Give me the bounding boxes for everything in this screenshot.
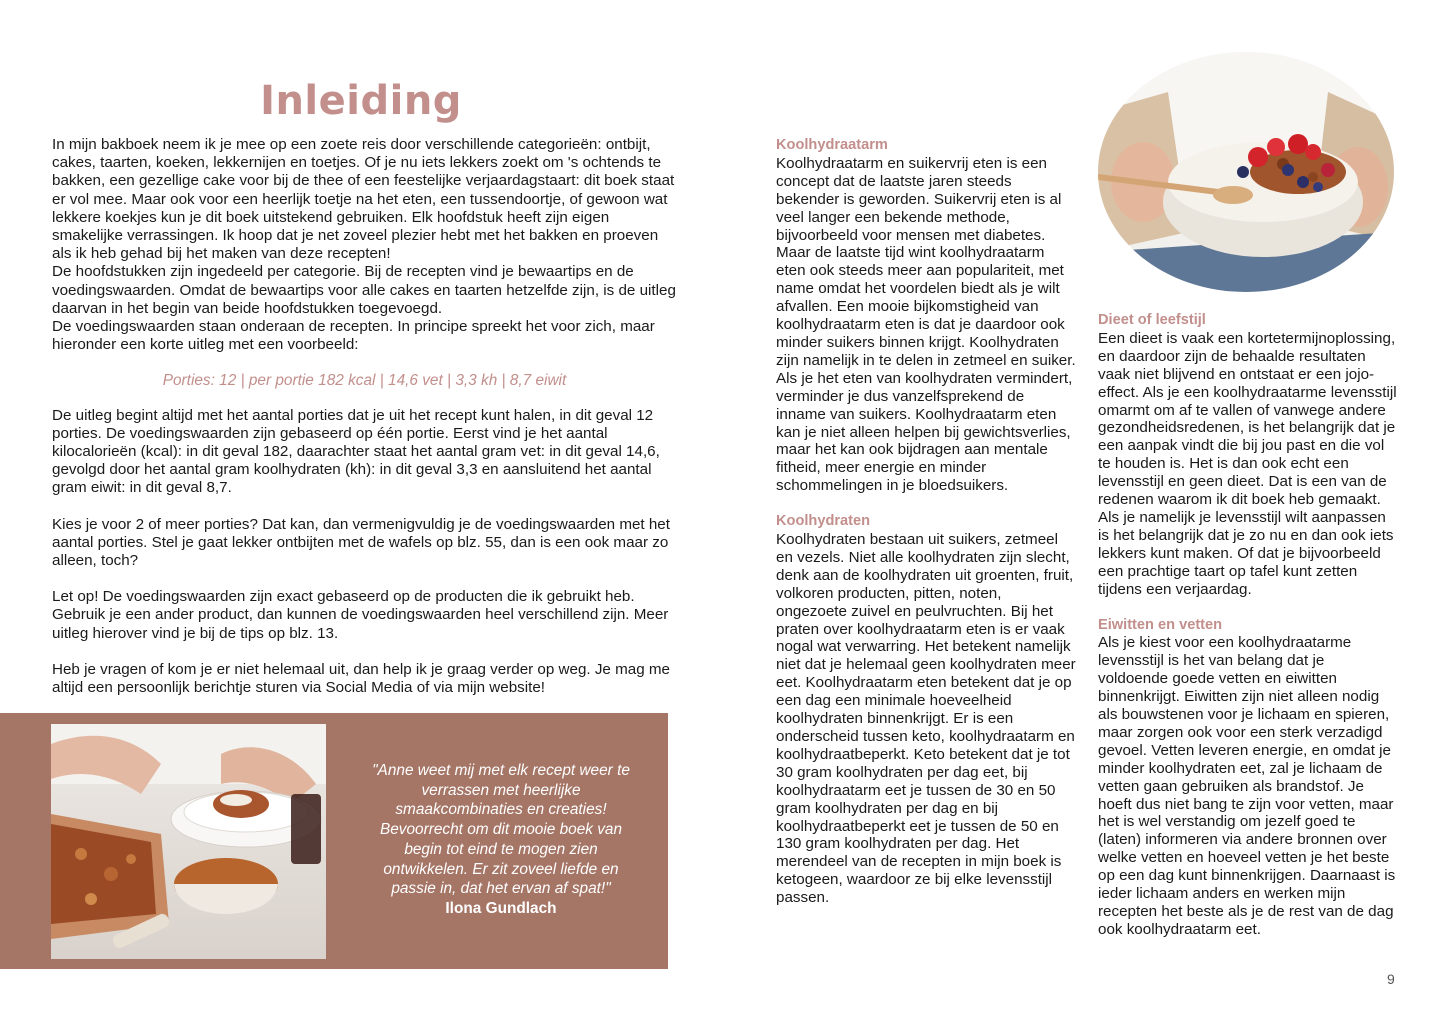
- page-number: 9: [1387, 971, 1395, 987]
- intro-paragraph: De hoofdstukken zijn ingedeeld per categorie. Bij de recepten vind je bewaartips en de voedingswaarden. Omdat de bewaartips voor alle cakes en taarten hetzelfde zijn, is de uitleg daarvan in het begin van beide hoofdstukken toegevoegd.: [52, 263, 676, 317]
- section-heading: Dieet of leefstijl: [1098, 312, 1206, 328]
- granola-photo: [51, 724, 326, 959]
- left-page: [0, 0, 722, 1020]
- section-heading: Koolhydraten: [776, 513, 871, 530]
- intro-paragraph: In mijn bakboek neem ik je mee op een zoete reis door verschillende categorieën: ontbijt, cakes, taarten, koeken, lekkernijen en toetjes. Of je nu iets lekkers zoekt om 's ochtends te bakken, een gezellige cake voor bij de thee of een feestelijke verjaardagstaart: dit boek staat er vol mee. Maar ook voor een heerlijk toetje na het eten, een tussendoortje, of gewoon wat lekkere koekjes kun je dit boek uitstekend gebruiken. Elk hoofdstuk heeft zijn eigen smakelijke verrassingen. Ik hoop dat je net zoveel plezier hebt met het bakken en proeven als ik heb gehad bij het maken van deze recepten!: [52, 136, 675, 263]
- section-dieet: [1098, 312, 1398, 599]
- nutrition-example: Porties: 12 | per portie 182 kcal | 14,6 vet | 3,3 kh | 8,7 eiwit: [162, 372, 567, 390]
- quote-author: Ilona Gundlach: [445, 899, 557, 917]
- right-page: [723, 0, 1445, 1020]
- intro-paragraph: De uitleg begint altijd met het aantal porties dat je uit het recept kunt halen, in dit geval 12 porties. De voedingswaarden zijn gebaseerd op één portie. Eerst vind je het aantal kilocalorieën (kcal): in dit geval 182, daarachter staat het aantal gram vet: in dit geval 14,6, gevolgd door het aantal gram koolhydraten (kh): in dit geval 3,3 en aansluitend het aantal gram eiwit: in dit geval 8,7.: [52, 406, 660, 497]
- intro-paragraph: Kies je voor 2 of meer porties? Dat kan, dan vermenigvuldig je de voedingswaarden met het aantal porties. Stel je gaat lekker ontbijten met de wafels op blz. 55, dan is een ook maar zo alleen, toch?: [52, 515, 670, 570]
- column-left: [776, 137, 1076, 925]
- section-text: Koolhydraatarm en suikervrij eten is een concept dat de laatste jaren steeds bekender is geworden. Suikervrij eten is al veel langer een bekende methode, bijvoorbeeld voor mensen met diabetes. Maar de laatste tijd wint koolhydraatarm eten ook steeds meer aan populariteit, met name omdat het voordelen biedt als je wilt afvallen. Een mooie bijkomstigheid van koolhydraatarm eten is dat je daardoor ook minder suikers binnen krijgt. Koolhydraten zijn namelijk in te delen in zetmeel en suiker. Als je het eten van koolhydraten vermindert, verminder je dus vanzelfsprekend de inname van suikers. Koolhydraatarm eten kan je niet alleen helpen bij gewichtsverlies, maar het kan ook bijdragen aan mentale fitheid, meer energie en minder schommelingen in je bloedsuikers.: [776, 154, 1076, 495]
- quote-text: "Anne weet mij met elk recept weer te verrassen met heerlijke smaakcombinaties en creaties! Bevoorrecht om dit mooie boek van begin tot eind te mogen zien ontwikkelen. Er zit zoveel liefde en passie in, dat het ervan af spat!": [372, 762, 630, 898]
- intro-paragraph: Let op! De voedingswaarden zijn exact gebaseerd op de producten die ik gebruikt heb. Gebruik je een ander product, dan kunnen de voedingswaarden heel verschillend zijn. Meer uitleg hierover vind je bij de tips op blz. 13.: [52, 588, 669, 642]
- section-eiwitten: [1098, 617, 1398, 939]
- yogurt-bowl-photo: [1098, 52, 1394, 292]
- testimonial-quote: [366, 761, 636, 919]
- section-text: Als je kiest voor een koolhydraatarme levensstijl is het van belang dat je voldoende goede vetten en eiwitten binnenkrijgt. Eiwitten zijn niet alleen nodig als bouwstenen voor je lichaam en spieren, maar zorgen ook voor een sterk verzadigd gevoel. Vetten leveren energie, en omdat je minder koolhydraten eet, zal je lichaam de vetten gaan gebruiken als brandstof. Je hoeft dus niet bang te zijn voor vetten, maar het is wel verstandig om jezelf goed te (laten) informeren via andere bronnen over welke vetten en hoeveel vetten je het beste op een dag kunt binnenkrijgen. Daarnaast is ieder lichaam anders en werken mijn recepten het beste als je de rest van de dag ook koolhydraatarm eet.: [1098, 634, 1396, 938]
- section-koolhydraten: [776, 513, 1076, 907]
- section-heading: Eiwitten en vetten: [1098, 616, 1223, 633]
- intro-paragraph: Heb je vragen of kom je er niet helemaal uit, dan help ik je graag verder op weg. Je mag me altijd een persoonlijk berichtje sturen via Social Media of via mijn website!: [52, 660, 670, 697]
- section-koolhydraatarm: [776, 137, 1076, 495]
- intro-paragraph: De voedingswaarden staan onderaan de recepten. In principe spreekt het voor zich, maar hieronder een korte uitleg met een voorbeeld:: [52, 318, 655, 354]
- section-text: Een dieet is vaak een kortetermijnoplossing, en daardoor zijn de behaalde resultaten vaak niet blijvend en ontstaat er een jojo-effect. Als je een koolhydraatarme levensstijl omarmt om af te vallen of vanwege andere gezondheidsredenen, is het belangrijk dat je een aanpak vindt die bij jou past en die vol te houden is. Het is dan ook echt een levensstijl en geen dieet. Dat is een van de redenen waarom ik dit boek heb gemaakt. Als je namelijk je levensstijl wilt aanpassen is het belangrijk dat je zo nu en dan ook iets lekkers kunt maken. Of dat je bijvoorbeeld een prachtige taart op tafel kunt zetten tijdens een verjaardag.: [1098, 329, 1397, 598]
- section-text: Koolhydraten bestaan uit suikers, zetmeel en vezels. Niet alle koolhydraten zijn slecht, denk aan de koolhydraten uit groenten, fruit, volkoren producten, pitten, noten, ongezoete zuivel en peulvruchten. Bij het praten over koolhydraatarm eten is er vaak nogal wat verwarring. Het betekent namelijk niet dat je helemaal geen koolhydraten meer eet. Koolhydraatarm eten betekent dat je op een dag een minimale hoeveelheid koolhydraten binnenkrijgt. Er is een onderscheid tussen keto, koolhydraatarm en koolhydraatbeperkt. Keto betekent dat je tot 30 gram koolhydraten per dag eet, bij koolhydraatarm eet je tussen de 30 en 50 gram koolhydraten per dag en bij koolhydraatbeperkt eet je tussen de 50 en 130 gram koolhydraten per dag. Het merendeel van de recepten in mijn boek is ketogeen, waardoor ze bij elke levensstijl passen.: [776, 531, 1076, 907]
- page-title: Inleiding: [260, 78, 462, 124]
- intro-text: [52, 136, 677, 697]
- column-right: [1098, 312, 1398, 957]
- section-heading: Koolhydraatarm: [776, 137, 888, 153]
- quote-band: [0, 713, 668, 969]
